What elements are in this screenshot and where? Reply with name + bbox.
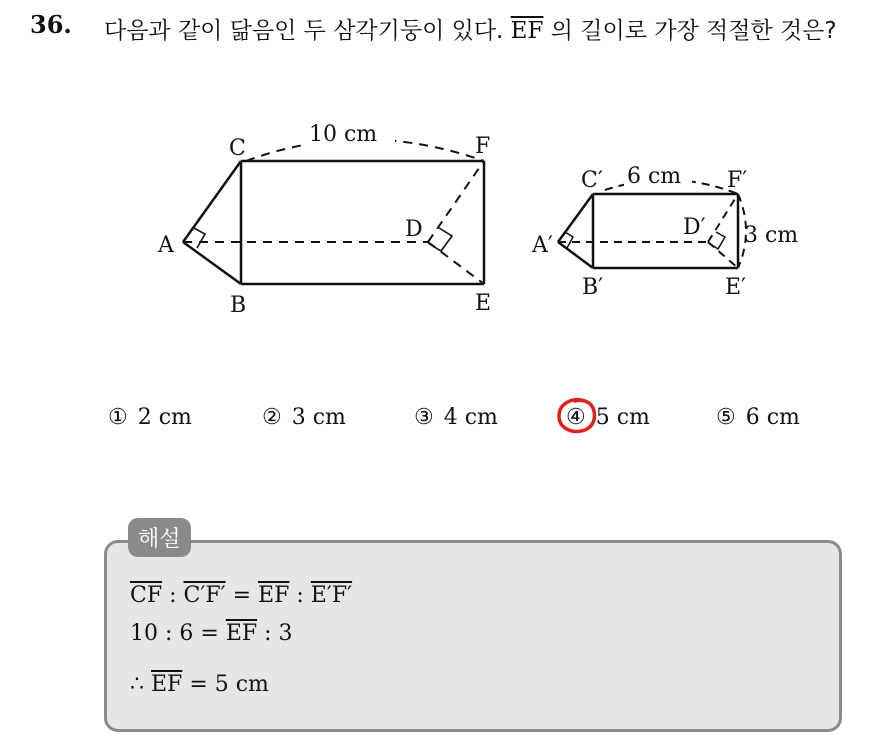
choice-5-number: ⑤ [716, 405, 736, 430]
answer-circle-mark [555, 396, 599, 436]
label-a-prime: A′ [532, 233, 553, 258]
choice-3-text: 4 cm [443, 405, 498, 430]
label-f: F [475, 134, 491, 159]
label-top-length: 10 cm [309, 122, 378, 147]
question-text-after: 의 길이로 가장 적절한 것은? [543, 18, 837, 44]
question-number: 36. [30, 10, 72, 39]
solution-line-2 [130, 621, 293, 646]
solution-line-3 [130, 672, 269, 697]
label-c: C [229, 136, 246, 161]
sep-2: : [289, 583, 311, 608]
seg-ef: $\overline{EF}$ [258, 583, 290, 608]
label-small-top-length: 6 cm [627, 164, 682, 189]
question-segment: $\overline{EF}$ [510, 18, 544, 44]
line2-post: : 3 [257, 621, 293, 646]
label-a: A [158, 233, 174, 258]
line2-seg: $\overline{EF}$ [225, 621, 258, 646]
label-d: D [405, 217, 423, 242]
large-prism-labels [157, 120, 491, 318]
choice-2-number: ② [262, 405, 282, 430]
sep-1: : [162, 583, 184, 608]
solution-tag: 해설 [128, 518, 191, 557]
choice-4-text: 5 cm [595, 405, 650, 430]
line3-post: = 5 cm [182, 672, 269, 697]
label-c-prime: C′ [581, 168, 603, 193]
label-e-prime: E′ [725, 275, 747, 300]
choice-3-number: ③ [414, 405, 434, 430]
question-text-before: 다음과 같이 닮음인 두 삼각기둥이 있다. [104, 18, 511, 44]
label-d-prime: D′ [683, 215, 706, 240]
choice-2[interactable] [262, 405, 346, 430]
line3-pre: ∴ [130, 672, 151, 697]
choice-1-number: ① [108, 405, 128, 430]
choice-1-text: 2 cm [137, 405, 192, 430]
line2-pre: 10 : 6 = [130, 621, 226, 646]
label-small-side-length: 3 cm [744, 223, 799, 248]
choice-5[interactable] [716, 405, 800, 430]
seg-cf: $\overline{CF}$ [130, 583, 163, 608]
line3-seg: $\overline{EF}$ [151, 672, 183, 697]
choice-5-text: 6 cm [745, 405, 800, 430]
seg-cf-prime: C′F′ [183, 583, 226, 608]
seg-ef-prime: E′F′ [310, 583, 353, 608]
solution-line-1 [130, 583, 352, 608]
label-f-prime: F′ [727, 168, 748, 193]
choice-2-text: 3 cm [291, 405, 346, 430]
choice-4-number: ④ [566, 405, 586, 430]
choice-1[interactable] [108, 405, 192, 430]
label-e: E [475, 291, 492, 316]
label-b: B [230, 293, 247, 318]
small-prism [558, 194, 738, 268]
large-prism [183, 161, 484, 284]
label-b-prime: B′ [582, 275, 604, 300]
choice-3[interactable] [414, 405, 498, 430]
small-prism-labels [531, 162, 798, 300]
equals-1: = [225, 583, 259, 608]
